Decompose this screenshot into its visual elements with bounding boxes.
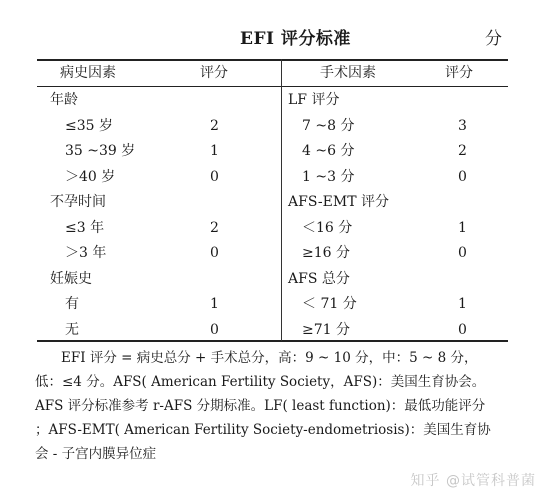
history-score-value: 0 [210,245,219,261]
history-factor-label: ＞40 岁 [65,169,116,185]
surgery-factor-label: ≥71 分 [302,322,350,338]
history-score-value: 0 [210,169,219,185]
surgery-factor-label: ＜16 分 [302,220,353,236]
history-factor-label: 年龄 [50,92,78,108]
history-score-value: 2 [210,220,219,236]
surgery-score-value: 0 [458,245,467,261]
watermark: 知乎 @试管科普菌 [410,473,536,489]
history-factor-label: ＞3 年 [65,245,107,261]
surgery-factor-label: 4 ~6 分 [302,143,355,159]
surgery-score-value: 0 [458,169,467,185]
footnote-line: 会 - 子宫内膜异位症 [35,446,157,462]
table-unit: 分 [485,29,502,49]
history-score-value: 1 [210,296,219,312]
footnote [35,346,525,466]
history-score-value: 2 [210,118,219,134]
surgery-factor-label: LF 评分 [288,92,340,108]
surgery-score-value: 1 [458,296,467,312]
table-title: EFI 评分标准 [240,29,351,49]
footnote-line: EFI 评分 = 病史总分 + 手术总分，高：9 ~ 10 分，中：5 ~ 8 分， [61,350,478,366]
header-surgery-score: 评分 [445,65,473,81]
header-history-factor: 病史因素 [60,65,116,81]
history-factor-label: 35 ~39 岁 [65,143,136,159]
header-surgery-factor: 手术因素 [320,65,376,81]
surgery-score-value: 2 [458,143,467,159]
surgery-factor-label: AFS 总分 [288,271,350,287]
surgery-score-value: 3 [458,118,467,134]
footnote-line: AFS 评分标准参考 r-AFS 分期标准。LF( least function)：最低功能评分 [35,398,486,414]
history-score-value: 0 [210,322,219,338]
header-rule [37,86,508,87]
footnote-line: 低：≤4 分。AFS( American Fertility Society，AFS)：美国生育协会。 [35,374,486,390]
surgery-factor-label: AFS-EMT 评分 [288,194,390,210]
surgery-factor-label: ≥16 分 [302,245,350,261]
column-divider [281,59,282,341]
surgery-factor-label: 7 ~8 分 [302,118,355,134]
history-factor-label: 妊娠史 [50,271,92,287]
header-history-score: 评分 [200,65,228,81]
history-factor-label: ≤35 岁 [65,118,113,134]
surgery-score-value: 1 [458,220,467,236]
top-rule [37,59,508,61]
footnote-line: ；AFS-EMT( American Fertility Society-endometriosis)：美国生育协 [35,422,491,438]
history-score-value: 1 [210,143,219,159]
history-factor-label: ≤3 年 [65,220,105,236]
surgery-score-value: 0 [458,322,467,338]
history-factor-label: 不孕时间 [50,194,106,210]
surgery-factor-label: ＜ 71 分 [302,296,357,312]
history-factor-label: 无 [65,322,79,338]
surgery-factor-label: 1 ~3 分 [302,169,355,185]
bottom-rule [37,340,508,342]
history-factor-label: 有 [65,296,79,312]
